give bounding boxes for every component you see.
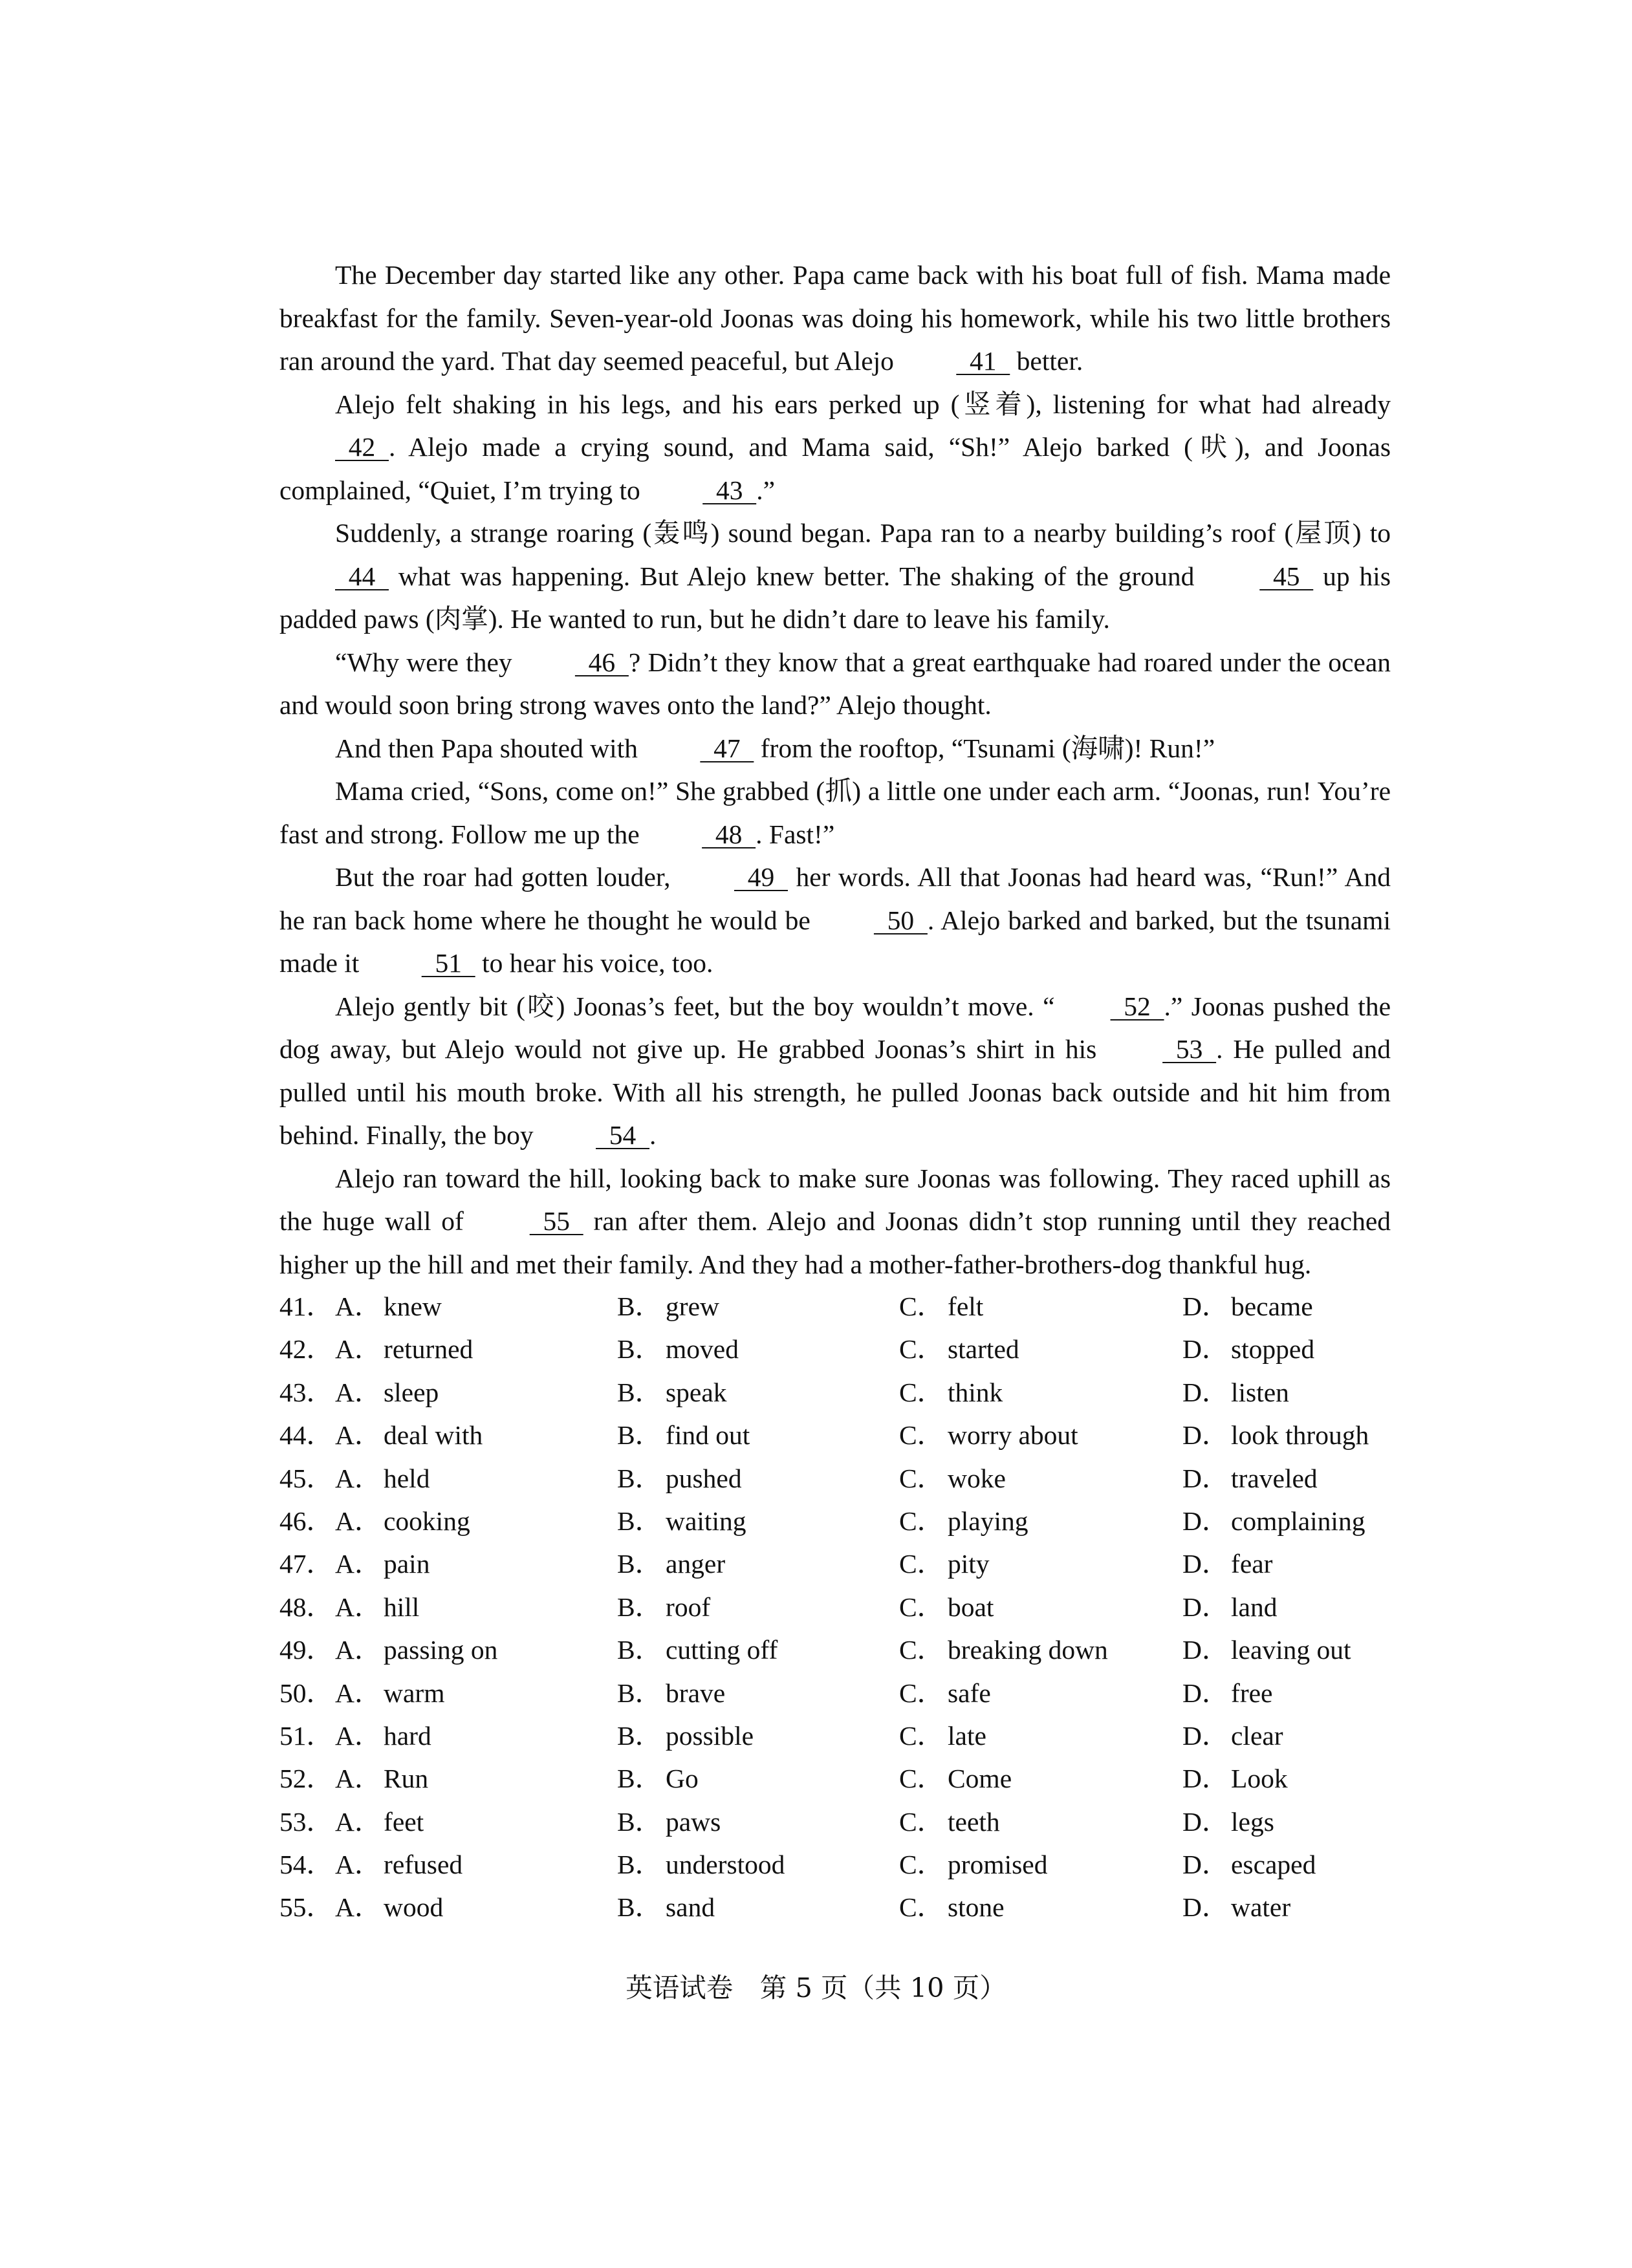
option-a xyxy=(335,1885,443,1924)
option-c xyxy=(899,1800,1000,1839)
passage-paragraph xyxy=(279,1157,1391,1286)
option-letter: B． xyxy=(617,1334,662,1365)
option-text: cooking xyxy=(384,1506,470,1536)
option-letter: B． xyxy=(617,1635,662,1665)
question-number: 43． xyxy=(279,1377,334,1407)
question-row xyxy=(279,1885,1391,1928)
option-letter: D． xyxy=(1182,1720,1229,1751)
option-text: refused xyxy=(384,1850,463,1880)
option-a xyxy=(335,1284,442,1323)
option-text: Look xyxy=(1231,1764,1288,1794)
option-a xyxy=(335,1542,430,1581)
option-letter: D． xyxy=(1182,1506,1229,1536)
option-a xyxy=(335,1628,497,1667)
option-text: knew xyxy=(384,1291,442,1321)
option-text: cutting off xyxy=(666,1635,778,1665)
blank-44: 44 xyxy=(335,561,389,591)
blank-46: 46 xyxy=(574,647,629,677)
option-text: brave xyxy=(666,1678,726,1708)
passage-paragraph xyxy=(279,985,1391,1157)
option-d xyxy=(1182,1885,1290,1924)
question-row xyxy=(279,1756,1391,1799)
question-row xyxy=(279,1714,1391,1756)
passage-text: from the rooftop, “Tsunami (海啸)! Run!” xyxy=(754,733,1215,763)
option-text: late xyxy=(948,1720,986,1751)
option-b xyxy=(617,1413,750,1452)
blank-54: 54 xyxy=(596,1120,650,1150)
passage-paragraph xyxy=(279,770,1391,856)
passage-text: .” Joonas pushed the dog away, but Alejo would not give up. He grabbed Joonas’s shirt in his xyxy=(279,991,1391,1064)
option-letter: C． xyxy=(899,1377,944,1407)
passage-text: . Alejo barked and barked, but the tsunami made it xyxy=(279,905,1391,978)
blank-45: 45 xyxy=(1259,561,1314,591)
question-number: 47． xyxy=(279,1549,334,1579)
option-letter: A． xyxy=(335,1592,382,1622)
blank-55: 55 xyxy=(529,1206,583,1236)
question-number: 49． xyxy=(279,1635,334,1665)
option-a xyxy=(335,1499,470,1538)
option-d xyxy=(1182,1542,1272,1581)
option-d xyxy=(1182,1370,1289,1409)
option-letter: B． xyxy=(617,1592,662,1622)
option-letter: C． xyxy=(899,1720,944,1751)
passage-text: And then Papa shouted with xyxy=(335,733,645,763)
blank-49: 49 xyxy=(734,862,788,892)
option-text: hill xyxy=(384,1592,420,1622)
option-letter: A． xyxy=(335,1720,382,1751)
option-c xyxy=(899,1585,994,1624)
option-d xyxy=(1182,1284,1313,1323)
option-text: possible xyxy=(666,1720,754,1751)
option-c xyxy=(899,1456,1006,1495)
passage-text: her words. All that Joonas had heard was, “Run!” And he ran back home where he thought he would be xyxy=(279,862,1391,935)
passage-text: “Why were they xyxy=(335,647,519,677)
option-letter: A． xyxy=(335,1549,382,1579)
option-text: free xyxy=(1231,1678,1273,1708)
option-text: look through xyxy=(1231,1420,1369,1451)
option-letter: C． xyxy=(899,1334,944,1365)
passage-text: what was happening. But Alejo knew better. The shaking of the ground xyxy=(389,561,1204,591)
option-letter: B． xyxy=(617,1506,662,1536)
option-letter: C． xyxy=(899,1892,944,1923)
option-c xyxy=(899,1714,986,1753)
question-number: 55． xyxy=(279,1892,334,1923)
option-a xyxy=(335,1585,419,1624)
option-letter: B． xyxy=(617,1549,662,1579)
option-letter: C． xyxy=(899,1506,944,1536)
option-text: warm xyxy=(384,1678,445,1708)
cloze-passage xyxy=(279,254,1391,1286)
option-b xyxy=(617,1885,715,1924)
option-text: roof xyxy=(666,1592,711,1622)
passage-paragraph xyxy=(279,727,1391,770)
option-d xyxy=(1182,1499,1365,1538)
passage-text: . He pulled and pulled until his mouth broke. With all his strength, he pulled Joonas back outside and hit him from behind. Finally, the boy xyxy=(279,1034,1391,1150)
option-text: passing on xyxy=(384,1635,498,1665)
option-a xyxy=(335,1370,439,1409)
option-b xyxy=(617,1842,785,1881)
option-a xyxy=(335,1842,462,1881)
option-b xyxy=(617,1800,721,1839)
option-letter: C． xyxy=(899,1291,944,1321)
option-d xyxy=(1182,1756,1288,1795)
option-a xyxy=(335,1327,473,1366)
option-letter: C． xyxy=(899,1764,944,1794)
option-a xyxy=(335,1756,428,1795)
option-d xyxy=(1182,1671,1272,1710)
answer-options xyxy=(279,1284,1391,1928)
option-b xyxy=(617,1628,778,1667)
question-number: 51． xyxy=(279,1720,334,1751)
option-text: paws xyxy=(666,1806,721,1837)
option-letter: D． xyxy=(1182,1291,1229,1321)
option-letter: D． xyxy=(1182,1764,1229,1794)
blank-50: 50 xyxy=(873,905,928,935)
option-letter: B． xyxy=(617,1678,662,1708)
passage-paragraph xyxy=(279,254,1391,383)
passage-paragraph xyxy=(279,512,1391,641)
option-text: breaking down xyxy=(948,1635,1108,1665)
option-letter: D． xyxy=(1182,1635,1229,1665)
option-letter: C． xyxy=(899,1420,944,1451)
option-letter: B． xyxy=(617,1377,662,1407)
passage-text: ? Didn’t they know that a great earthquake had roared under the ocean and would soon bring strong waves onto the land?” Alejo thought. xyxy=(279,647,1391,720)
option-letter: A． xyxy=(335,1806,382,1837)
passage-text: Alejo gently bit (咬) Joonas’s feet, but the boy wouldn’t move. “ xyxy=(335,991,1055,1021)
question-row xyxy=(279,1499,1391,1542)
option-c xyxy=(899,1628,1108,1667)
option-text: Go xyxy=(666,1764,699,1794)
option-letter: D． xyxy=(1182,1892,1229,1923)
passage-text: Mama cried, “Sons, come on!” She grabbed (抓) a little one under each arm. “Joonas, run! You’re fast and strong. Follow me up the xyxy=(279,776,1391,849)
passage-paragraph xyxy=(279,641,1391,727)
option-text: held xyxy=(384,1463,430,1493)
option-text: clear xyxy=(1231,1720,1283,1751)
option-text: Run xyxy=(384,1764,429,1794)
option-letter: C． xyxy=(899,1678,944,1708)
option-d xyxy=(1182,1327,1314,1366)
question-row xyxy=(279,1842,1391,1885)
question-number: 54． xyxy=(279,1850,334,1880)
option-letter: C． xyxy=(899,1806,944,1837)
option-b xyxy=(617,1714,754,1753)
option-text: complaining xyxy=(1231,1506,1365,1536)
blank-47: 47 xyxy=(700,733,754,763)
question-row xyxy=(279,1284,1391,1327)
question-number: 50． xyxy=(279,1678,334,1708)
option-letter: D． xyxy=(1182,1377,1229,1407)
option-letter: D． xyxy=(1182,1549,1229,1579)
passage-text: But the roar had gotten louder, xyxy=(335,862,679,892)
option-letter: C． xyxy=(899,1850,944,1880)
option-c xyxy=(899,1370,1003,1409)
option-d xyxy=(1182,1714,1283,1753)
option-d xyxy=(1182,1842,1316,1881)
option-letter: D． xyxy=(1182,1678,1229,1708)
option-text: started xyxy=(948,1334,1019,1365)
option-b xyxy=(617,1671,725,1710)
option-c xyxy=(899,1671,991,1710)
option-text: hard xyxy=(384,1720,431,1751)
blank-51: 51 xyxy=(421,948,475,978)
option-letter: A． xyxy=(335,1678,382,1708)
option-letter: D． xyxy=(1182,1420,1229,1451)
blank-41: 41 xyxy=(956,346,1010,376)
question-number: 48． xyxy=(279,1592,334,1622)
option-text: anger xyxy=(666,1549,726,1579)
option-text: speak xyxy=(666,1377,727,1407)
option-text: land xyxy=(1231,1592,1278,1622)
option-letter: D． xyxy=(1182,1850,1229,1880)
question-row xyxy=(279,1413,1391,1456)
option-c xyxy=(899,1327,1019,1366)
question-row xyxy=(279,1671,1391,1714)
option-b xyxy=(617,1327,739,1366)
option-text: fear xyxy=(1231,1549,1273,1579)
option-text: felt xyxy=(948,1291,984,1321)
option-letter: A． xyxy=(335,1764,382,1794)
option-b xyxy=(617,1542,725,1581)
option-c xyxy=(899,1499,1028,1538)
option-d xyxy=(1182,1800,1274,1839)
option-b xyxy=(617,1585,710,1624)
passage-text: . Alejo made a crying sound, and Mama said, “Sh!” Alejo barked (吠), and Joonas complained, “Quiet, I’m trying to xyxy=(279,432,1391,505)
question-number: 46． xyxy=(279,1506,334,1536)
option-text: deal with xyxy=(384,1420,483,1451)
option-text: stopped xyxy=(1231,1334,1315,1365)
option-text: legs xyxy=(1231,1806,1274,1837)
option-letter: B． xyxy=(617,1291,662,1321)
blank-52: 52 xyxy=(1110,991,1164,1021)
option-letter: A． xyxy=(335,1420,382,1451)
option-text: boat xyxy=(948,1592,994,1622)
passage-text: . xyxy=(649,1120,657,1150)
passage-paragraph xyxy=(279,856,1391,985)
option-letter: C． xyxy=(899,1463,944,1493)
option-text: promised xyxy=(948,1850,1048,1880)
option-letter: D． xyxy=(1182,1806,1229,1837)
option-text: waiting xyxy=(666,1506,746,1536)
question-row xyxy=(279,1456,1391,1499)
option-letter: A． xyxy=(335,1506,382,1536)
option-text: traveled xyxy=(1231,1463,1318,1493)
passage-text: to hear his voice, too. xyxy=(475,948,713,978)
option-text: feet xyxy=(384,1806,424,1837)
option-text: Come xyxy=(948,1764,1012,1794)
option-a xyxy=(335,1714,431,1753)
option-a xyxy=(335,1671,445,1710)
option-letter: C． xyxy=(899,1592,944,1622)
option-text: think xyxy=(948,1377,1003,1407)
option-letter: A． xyxy=(335,1377,382,1407)
option-text: teeth xyxy=(948,1806,1000,1837)
option-letter: B． xyxy=(617,1720,662,1751)
option-text: returned xyxy=(384,1334,473,1365)
option-d xyxy=(1182,1628,1351,1667)
option-d xyxy=(1182,1413,1369,1452)
option-a xyxy=(335,1800,424,1839)
option-text: wood xyxy=(384,1892,444,1923)
question-row xyxy=(279,1628,1391,1670)
option-letter: B． xyxy=(617,1806,662,1837)
question-number: 44． xyxy=(279,1420,334,1451)
question-row xyxy=(279,1327,1391,1370)
option-a xyxy=(335,1413,483,1452)
option-text: sleep xyxy=(384,1377,439,1407)
option-c xyxy=(899,1413,1078,1452)
passage-text: Suddenly, a strange roaring (轰鸣) sound began. Papa ran to a nearby building’s roof (屋顶) to xyxy=(335,518,1391,548)
option-text: grew xyxy=(666,1291,719,1321)
option-b xyxy=(617,1370,727,1409)
passage-text: better. xyxy=(1010,346,1083,376)
option-text: understood xyxy=(666,1850,785,1880)
option-c xyxy=(899,1542,990,1581)
option-text: water xyxy=(1231,1892,1291,1923)
passage-text: The December day started like any other. Papa came back with his boat full of fish. Mama made breakfast for the family. Seven-year-old Joonas was doing his homework, while his two little brothers ran around the yard. That day seemed peaceful, but Alejo xyxy=(279,260,1391,376)
option-text: moved xyxy=(666,1334,739,1365)
option-letter: D． xyxy=(1182,1334,1229,1365)
question-row xyxy=(279,1370,1391,1413)
question-number: 41． xyxy=(279,1291,334,1321)
option-b xyxy=(617,1456,742,1495)
passage-paragraph xyxy=(279,383,1391,512)
option-letter: A． xyxy=(335,1850,382,1880)
option-text: escaped xyxy=(1231,1850,1316,1880)
option-d xyxy=(1182,1585,1277,1624)
option-letter: D． xyxy=(1182,1592,1229,1622)
option-b xyxy=(617,1284,719,1323)
option-letter: D． xyxy=(1182,1463,1229,1493)
option-text: leaving out xyxy=(1231,1635,1351,1665)
option-text: safe xyxy=(948,1678,991,1708)
blank-48: 48 xyxy=(702,819,756,849)
option-c xyxy=(899,1284,983,1323)
option-text: find out xyxy=(666,1420,750,1451)
question-row xyxy=(279,1585,1391,1628)
option-letter: C． xyxy=(899,1549,944,1579)
page-footer: 英语试卷 第 5 页（共 10 页） xyxy=(626,1972,1006,2003)
option-text: listen xyxy=(1231,1377,1289,1407)
option-d xyxy=(1182,1456,1318,1495)
option-letter: A． xyxy=(335,1291,382,1321)
option-letter: A． xyxy=(335,1463,382,1493)
option-text: stone xyxy=(948,1892,1005,1923)
question-row xyxy=(279,1542,1391,1584)
option-b xyxy=(617,1756,699,1795)
option-letter: B． xyxy=(617,1764,662,1794)
option-text: pain xyxy=(384,1549,430,1579)
option-a xyxy=(335,1456,430,1495)
option-text: worry about xyxy=(948,1420,1078,1451)
option-c xyxy=(899,1842,1047,1881)
option-letter: C． xyxy=(899,1635,944,1665)
passage-text: Alejo felt shaking in his legs, and his ears perked up (竖着), listening for what had already xyxy=(335,389,1391,419)
option-text: pushed xyxy=(666,1463,742,1493)
option-text: became xyxy=(1231,1291,1313,1321)
question-number: 42． xyxy=(279,1334,334,1365)
passage-text: up his padded paws (肉掌). He wanted to run, but he didn’t dare to leave his family. xyxy=(279,561,1391,634)
passage-text: ran after them. Alejo and Joonas didn’t stop running until they reached higher up the hill and met their family. And they had a mother-father-brothers-dog thankful hug. xyxy=(279,1206,1391,1279)
option-letter: B． xyxy=(617,1850,662,1880)
blank-43: 43 xyxy=(702,475,757,505)
option-letter: A． xyxy=(335,1635,382,1665)
option-letter: A． xyxy=(335,1892,382,1923)
option-letter: B． xyxy=(617,1463,662,1493)
passage-text: . Fast!” xyxy=(756,819,835,849)
option-letter: B． xyxy=(617,1892,662,1923)
passage-text: .” xyxy=(756,475,775,505)
question-number: 45． xyxy=(279,1463,334,1493)
question-number: 52． xyxy=(279,1764,334,1794)
option-c xyxy=(899,1885,1005,1924)
option-text: playing xyxy=(948,1506,1028,1536)
question-row xyxy=(279,1800,1391,1842)
question-number: 53． xyxy=(279,1806,334,1837)
option-text: sand xyxy=(666,1892,715,1923)
option-text: woke xyxy=(948,1463,1006,1493)
passage-text: Alejo ran toward the hill, looking back to make sure Joonas was following. They raced uphill as the huge wall of xyxy=(279,1163,1391,1236)
blank-53: 53 xyxy=(1162,1034,1217,1064)
blank-42: 42 xyxy=(335,432,389,462)
option-c xyxy=(899,1756,1012,1795)
option-letter: A． xyxy=(335,1334,382,1365)
option-text: pity xyxy=(948,1549,990,1579)
option-b xyxy=(617,1499,746,1538)
option-letter: B． xyxy=(617,1420,662,1451)
